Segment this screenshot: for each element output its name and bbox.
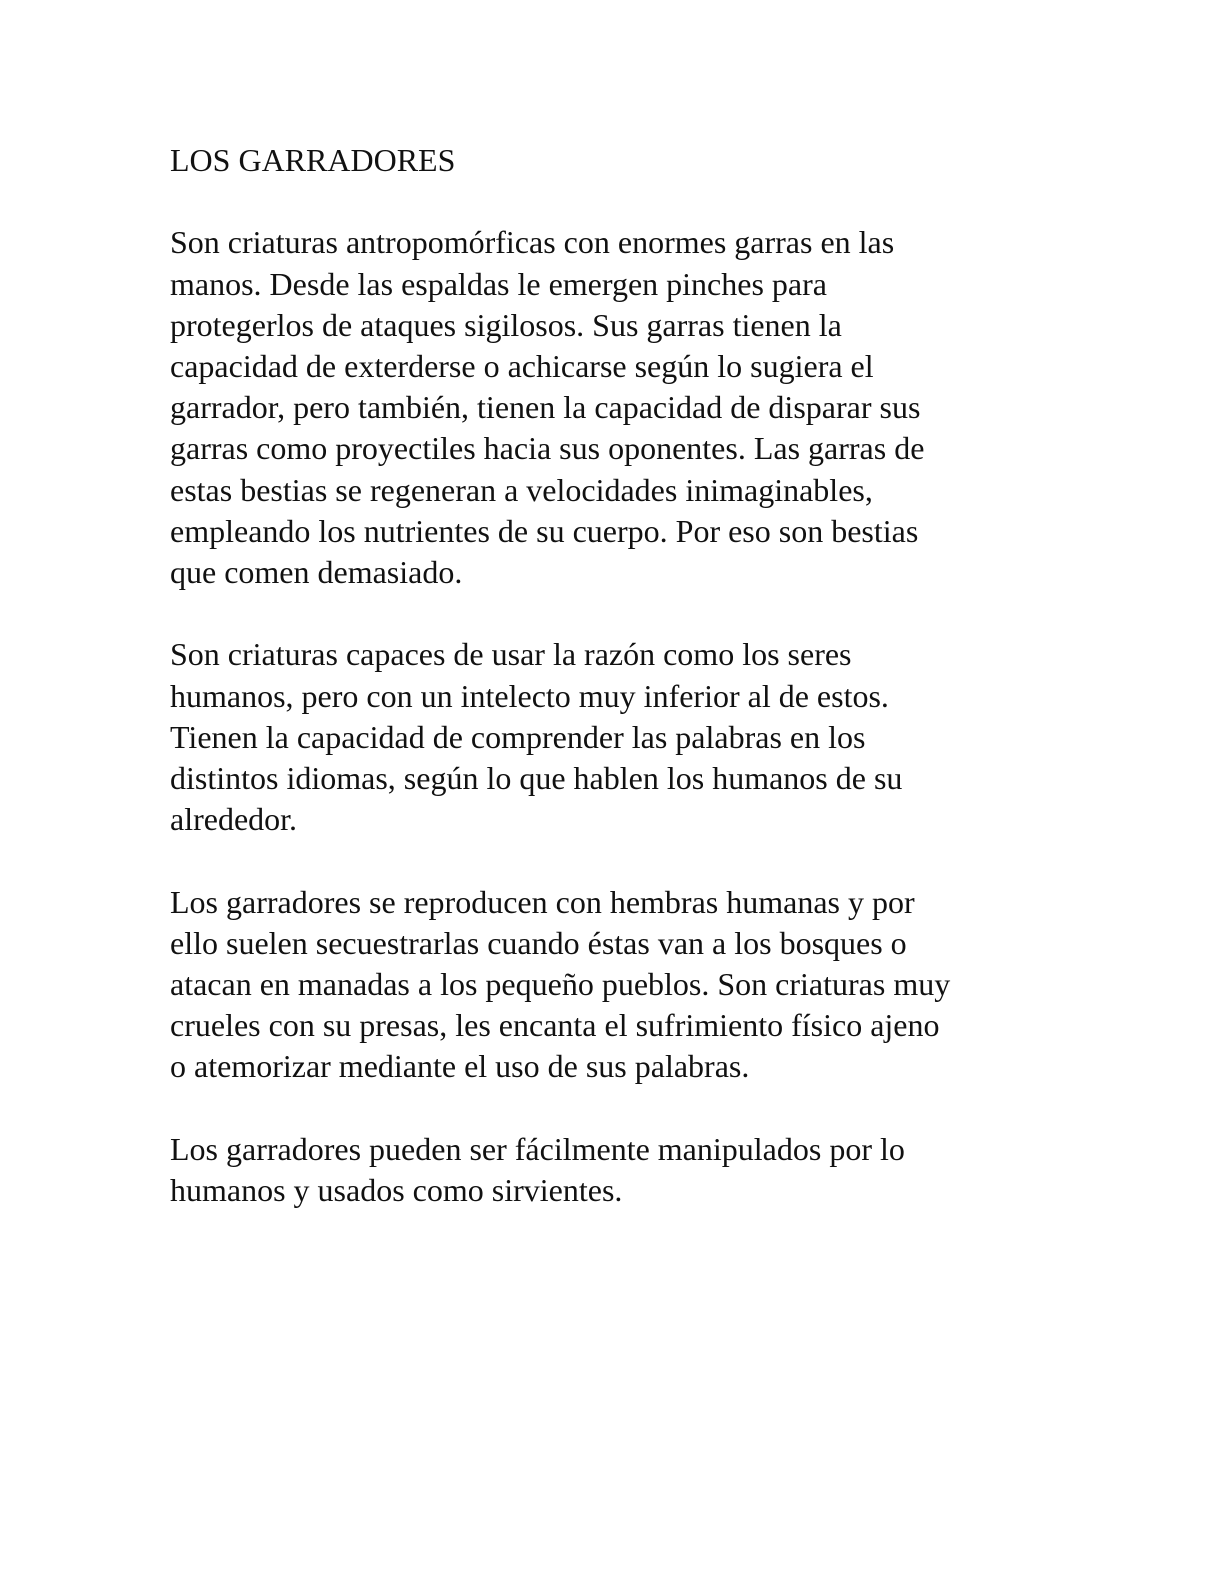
text-line: que comen demasiado. xyxy=(170,554,463,591)
text-line: Son criaturas capaces de usar la razón como los seres xyxy=(170,636,852,673)
text-line: atacan en manadas a los pequeño pueblos. Son criaturas muy xyxy=(170,966,951,1003)
text-line: protegerlos de ataques sigilosos. Sus garras tienen la xyxy=(170,306,842,343)
document-body xyxy=(170,140,1070,1211)
text-line: manos. Desde las espaldas le emergen pinches para xyxy=(170,265,827,302)
text-line: Los garradores se reproducen con hembras humanas y por xyxy=(170,883,915,920)
paragraph-2 xyxy=(170,634,1070,840)
text-line: empleando los nutrientes de su cuerpo. Por eso son bestias xyxy=(170,512,919,549)
paragraph-1 xyxy=(170,222,1070,593)
paragraph-spacer xyxy=(170,593,1070,634)
text-line: ello suelen secuestrarlas cuando éstas van a los bosques o xyxy=(170,924,907,961)
text-line: crueles con su presas, les encanta el sufrimiento físico ajeno xyxy=(170,1007,940,1044)
text-line: o atemorizar mediante el uso de sus palabras. xyxy=(170,1048,750,1085)
paragraph-spacer xyxy=(170,181,1070,222)
paragraph-spacer xyxy=(170,840,1070,881)
text-line: humanos, pero con un intelecto muy inferior al de estos. xyxy=(170,677,889,714)
text-line: Son criaturas antropomórficas con enormes garras en las xyxy=(170,224,895,261)
document-title: LOS GARRADORES xyxy=(170,142,456,178)
paragraph-3 xyxy=(170,882,1070,1088)
text-line: Los garradores pueden ser fácilmente manipulados por lo xyxy=(170,1130,905,1167)
text-line: estas bestias se regeneran a velocidades inimaginables, xyxy=(170,471,873,508)
text-line: Tienen la capacidad de comprender las palabras en los xyxy=(170,718,866,755)
paragraph-spacer xyxy=(170,1088,1070,1129)
text-line: garras como proyectiles hacia sus oponentes. Las garras de xyxy=(170,430,925,467)
text-line: alrededor. xyxy=(170,801,298,838)
text-line: garrador, pero también, tienen la capacidad de disparar sus xyxy=(170,389,921,426)
text-line: capacidad de exterderse o achicarse según lo sugiera el xyxy=(170,348,874,384)
paragraph-4 xyxy=(170,1129,1070,1211)
text-line: distintos idiomas, según lo que hablen los humanos de su xyxy=(170,760,903,797)
text-line: humanos y usados como sirvientes. xyxy=(170,1172,623,1209)
